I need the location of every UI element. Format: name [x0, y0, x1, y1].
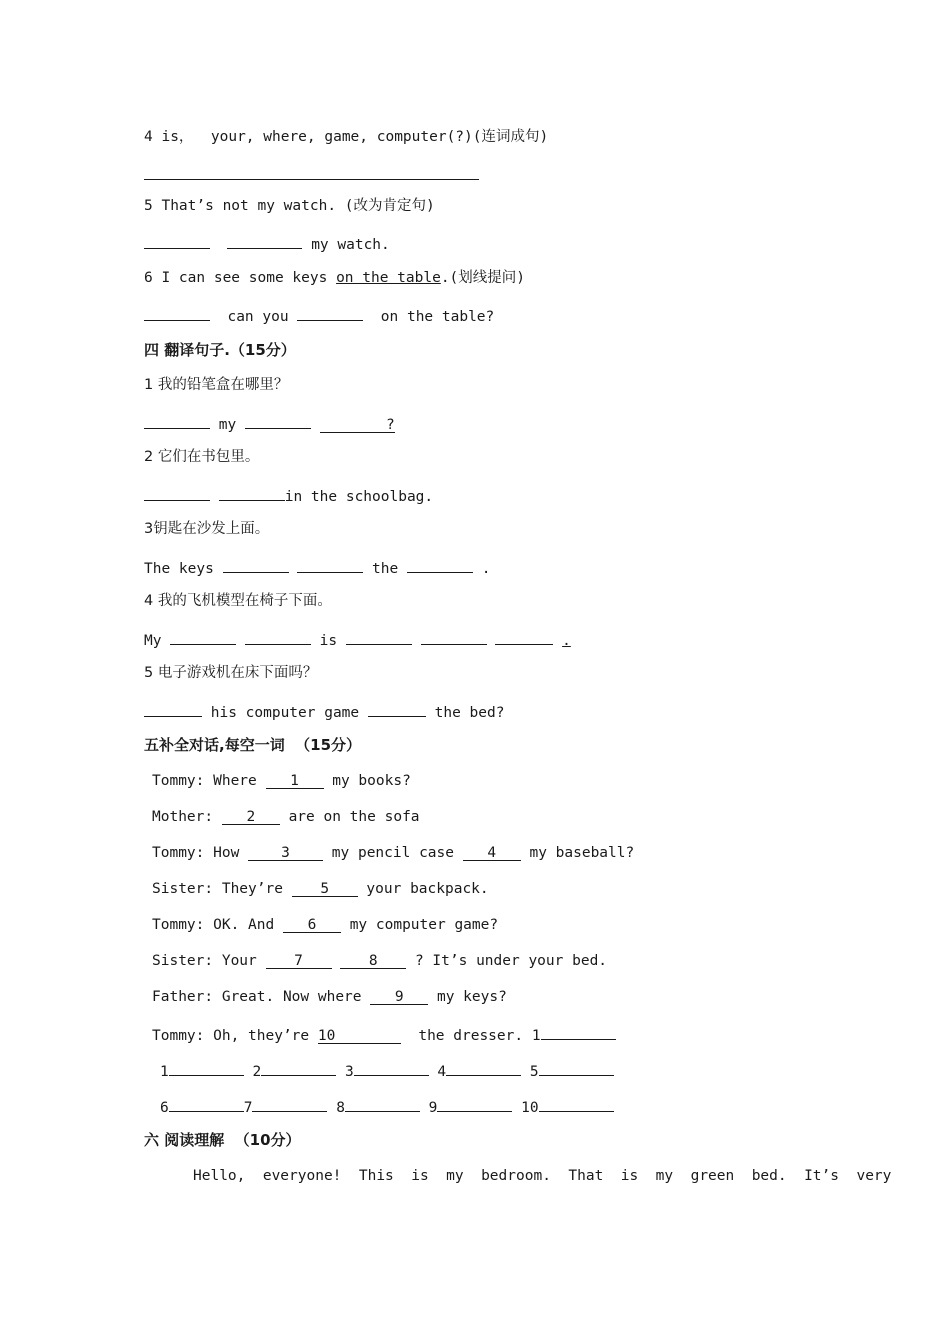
blank[interactable]: [297, 556, 363, 573]
numbered-blank[interactable]: 10: [318, 1027, 401, 1044]
blank[interactable]: [245, 628, 311, 645]
numbered-blank[interactable]: 5: [292, 880, 358, 897]
answer-blank[interactable]: [541, 1023, 616, 1040]
numbered-blank[interactable]: 4: [463, 844, 521, 861]
q3-6-answer: can you on the table?: [144, 304, 494, 327]
numbered-blank[interactable]: 6: [283, 916, 341, 933]
answer-blank[interactable]: [437, 1095, 512, 1112]
numbered-blank[interactable]: 9: [370, 988, 428, 1005]
q3-6-prompt: 6 I can see some keys on the table.(划线提问): [144, 270, 526, 286]
q4-2-prompt: 2 它们在书包里。: [144, 449, 260, 465]
q4-4-prompt: 4 我的飞机模型在椅子下面。: [144, 593, 332, 609]
numbered-blank[interactable]: 7: [266, 952, 332, 969]
section-4-heading: 四 翻译句子.（15分）: [144, 341, 296, 359]
q3-4-prompt: 4 is， your, where, game, computer(?)(连词成句): [144, 129, 549, 145]
blank[interactable]: [495, 628, 553, 645]
numbered-blank[interactable]: 2: [222, 808, 280, 825]
dialogue-line-5: Tommy: OK. And 6 my computer game?: [152, 917, 499, 933]
blank[interactable]: [144, 304, 210, 321]
numbered-blank[interactable]: 8: [340, 952, 406, 969]
blank[interactable]: [144, 700, 202, 717]
q4-1-prompt: 1 我的铅笔盒在哪里？: [144, 377, 289, 393]
blank[interactable]: [297, 304, 363, 321]
answer-blank[interactable]: [169, 1059, 244, 1076]
answer-blank[interactable]: [169, 1095, 244, 1112]
numbered-blank[interactable]: 1: [266, 772, 324, 789]
blank[interactable]: [144, 484, 210, 501]
blank[interactable]: [223, 556, 289, 573]
reading-passage: Hello, everyone! This is my bedroom. That is my green bed. It’s very: [193, 1168, 892, 1184]
blank[interactable]: [407, 556, 473, 573]
blank[interactable]: [144, 412, 210, 429]
q4-3-answer: The keys the .: [144, 556, 490, 579]
answer-blank[interactable]: [539, 1095, 614, 1112]
q4-1-answer: my ?: [144, 412, 395, 435]
blank[interactable]: [346, 628, 412, 645]
dialogue-line-7: Father: Great. Now where 9 my keys?: [152, 989, 507, 1005]
answer-rule-q4[interactable]: [144, 179, 479, 180]
answer-blank[interactable]: [539, 1059, 614, 1076]
q4-3-prompt: 3钥匙在沙发上面。: [144, 521, 270, 537]
q4-4-answer: My is .: [144, 628, 571, 651]
answer-blank[interactable]: [446, 1059, 521, 1076]
answer-blank[interactable]: [252, 1095, 327, 1112]
blank[interactable]: ?: [320, 416, 395, 433]
answer-blank[interactable]: [261, 1059, 336, 1076]
blank[interactable]: [421, 628, 487, 645]
dialogue-line-6: Sister: Your 7 8 ? It’s under your bed.: [152, 953, 608, 969]
blank[interactable]: [245, 412, 311, 429]
blank[interactable]: [170, 628, 236, 645]
answer-blank[interactable]: [354, 1059, 429, 1076]
numbered-blank[interactable]: 3: [248, 844, 323, 861]
blank[interactable]: [219, 484, 285, 501]
q4-2-answer: in the schoolbag.: [144, 484, 433, 507]
q4-5-answer: his computer game the bed?: [144, 700, 504, 723]
answer-blank[interactable]: [345, 1095, 420, 1112]
q3-5-prompt: 5 That’s not my watch. (改为肯定句): [144, 198, 435, 214]
q3-5-answer: my watch.: [144, 232, 390, 255]
dialogue-line-3: Tommy: How 3 my pencil case 4 my baseball?: [152, 845, 635, 861]
section-6-heading: 六 阅读理解 （10分）: [144, 1131, 301, 1149]
dialogue-line-8: Tommy: Oh, they’re 10 the dresser. 1: [152, 1023, 616, 1046]
blank[interactable]: [227, 232, 302, 249]
section-5-heading: 五补全对话,每空一词 （15分）: [144, 736, 362, 754]
q4-5-prompt: 5 电子游戏机在床下面吗？: [144, 665, 318, 681]
dialogue-line-4: Sister: They’re 5 your backpack.: [152, 881, 489, 897]
dialogue-line-1: Tommy: Where 1 my books?: [152, 773, 411, 789]
underlined-phrase: on the table: [336, 270, 441, 286]
answer-row-2: 6 7 8 9 10: [160, 1095, 614, 1118]
blank[interactable]: [368, 700, 426, 717]
blank[interactable]: [144, 232, 210, 249]
dialogue-line-2: Mother: 2 are on the sofa: [152, 809, 420, 825]
answer-row-1: 1 2 3 4 5: [160, 1059, 614, 1082]
